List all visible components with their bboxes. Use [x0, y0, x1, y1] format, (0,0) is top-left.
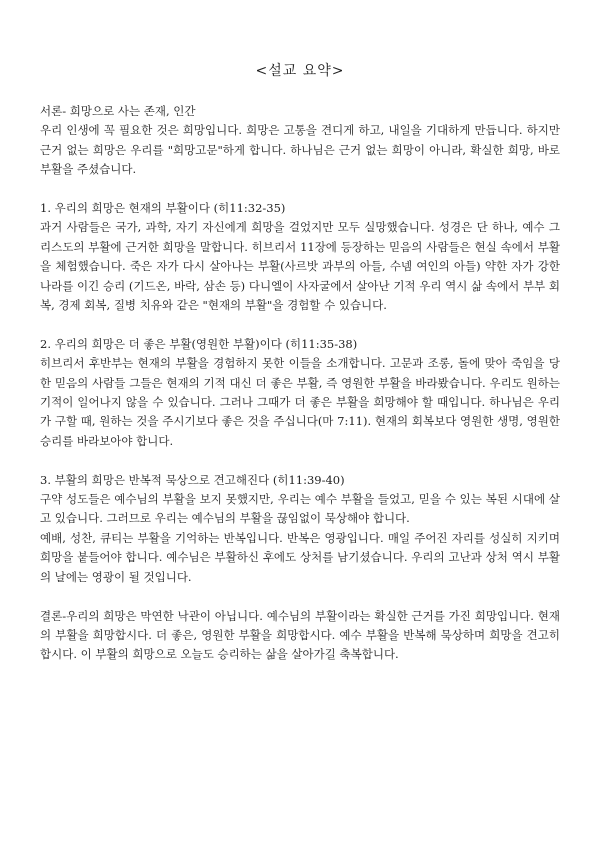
section-3-heading: 3. 부활의 희망은 반복적 묵상으로 견고해진다 (히11:39-40) [40, 472, 345, 487]
section-3-paragraph-2: 예배, 성찬, 큐티는 부활을 기억하는 반복입니다. 반복은 영광입니다. 매일 주어진 자리를 성실히 지키며 희망을 붙들어야 합니다. 예수님은 부활하신 후에도 상처를 남기셨습니다. 우리의 고난과 상처 역시 부활의 날에는 영광이 될 것입니다. [40, 530, 560, 584]
section-1 [40, 199, 560, 315]
section-1-paragraph: 과거 사람들은 국가, 과학, 자기 자신에게 희망을 걸었지만 모두 실망했습니다. 성경은 단 하나, 예수 그리스도의 부활에 근거한 희망을 말합니다. 히브리서 11장에 등장하는 믿음의 사람들은 현실 속에서 부활을 체험했습니다. 죽은 자가 다시 살아나는 부활(사르밧 과부의 아들, 수넴 여인의 아들) 약한 자가 강한 나라를 이긴 승리 (기드온, 바락, 삼손 등) 다니엘이 사자굴에서 살아난 기적 우리 역시 삶 속에서 부부 회복, 경제 회복, 질병 치유와 같은 "현재의 부활"을 경험할 수 있습니다. [40, 220, 560, 313]
conclusion-paragraph: 결론-우리의 희망은 막연한 낙관이 아닙니다. 예수님의 부활이라는 확실한 근거를 가진 희망입니다. 현재의 부활을 희망합시다. 더 좋은, 영원한 부활을 희망합시다. 예수 부활을 반복해 묵상하며 희망을 견고히 합시다. 이 부활의 희망으로 오늘도 승리하는 삶을 살아가길 축복합니다. [40, 608, 560, 662]
section-3-paragraph-1: 구약 성도들은 예수님의 부활을 보지 못했지만, 우리는 예수 부활을 들었고, 믿을 수 있는 복된 시대에 살고 있습니다. 그러므로 우리는 예수님의 부활을 끊임없이 묵상해야 합니다. [40, 492, 560, 526]
section-1-heading: 1. 우리의 희망은 현재의 부활이다 (히11:32-35) [40, 201, 286, 216]
section-2-heading: 2. 우리의 희망은 더 좋은 부활(영원한 부활)이다 (히11:35-38) [40, 336, 358, 351]
section-3 [40, 471, 560, 587]
section-2-paragraph: 히브리서 후반부는 현재의 부활을 경험하지 못한 이들을 소개합니다. 고문과 조롱, 돌에 맞아 죽임을 당한 믿음의 사람들 그들은 현재의 기적 대신 더 좋은 부활, 즉 영원한 부활을 바라봤습니다. 우리도 원하는 기적이 일어나지 않을 수 있습니다. 그러나 그때가 더 좋은 부활을 희망해야 할 때입니다. 하나님은 우리가 구할 때, 원하는 것을 주시기보다 좋은 것을 주십니다(마 7:11). 현재의 회복보다 영원한 생명, 영원한 승리를 바라보아야 합니다. [40, 356, 560, 448]
intro-paragraph: 우리 인생에 꼭 필요한 것은 희망입니다. 희망은 고통을 견디게 하고, 내일을 기대하게 만듭니다. 하지만 근거 없는 희망은 우리를 "희망고문"하게 합니다. 하나님은 근거 없는 희망이 아니라, 확실한 희망, 바로 부활을 주셨습니다. [40, 123, 560, 177]
document-body [40, 102, 560, 684]
section-2 [40, 335, 560, 451]
conclusion-section [40, 607, 560, 665]
intro-heading: 서론- 희망으로 사는 존재, 인간 [40, 104, 196, 118]
intro-section [40, 102, 560, 180]
document-title: <설교 요약> [255, 63, 345, 79]
